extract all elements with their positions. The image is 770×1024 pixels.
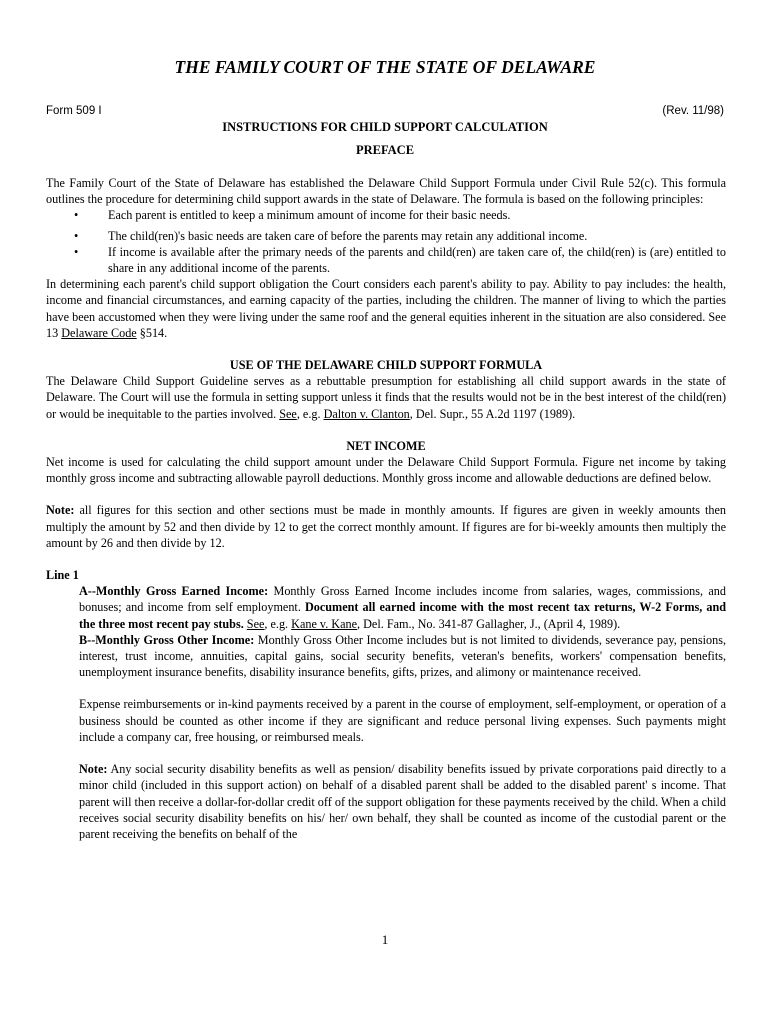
form-number: Form 509 I [46, 105, 102, 117]
note-label: Note: [46, 503, 75, 518]
revision-date: (Rev. 11/98) [662, 105, 724, 117]
line1-section [46, 583, 726, 842]
list-item: • Each parent is entitled to keep a minimum amount of income for their basic needs. [74, 208, 511, 223]
preface-closing: In determining each parent's child support obligation the Court considers each parent's ability to pay. Ability to pay includes: the health, income and financial circumstances, and earning capacity of the parties, including the children. The manner of living to which the parties have been accustomed when they were living under the same roof and the general equities inherent in the situation are also considered. See 13 Delaware Code §514. [46, 277, 726, 340]
use-formula-text: The Delaware Child Support Guideline serves as a rebuttable presumption for establishing all child support awards in the state of Delaware. The Court will use the formula in setting support unless it finds that the results would not be in the best interest of the child(ren) or would be inequitable to the parties involved. See, e.g. Dalton v. Clanton, Del. Supr., 55 A.2d 1197 (1989). [46, 374, 726, 421]
gross-earned-income: A--Monthly Gross Earned Income: Monthly Gross Earned Income includes income from salaries, wages, commissions, and bonuses; and income from self employment. Document all earned income with the most recent tax returns, W-2 Forms, and the three most recent pay stubs. See, e.g. Kane v. Kane, Del. Fam., No. 341-87 Gallagher, J., (April 4, 1989). [79, 584, 727, 631]
note-paragraph: Note: all figures for this section and other sections must be made in monthly amounts. If figures are given in weekly amounts then multiply the amount by 52 and then divide by 12 to get the correct monthly amount. If figures are for bi-weekly amounts then multiply the amount by 26 and then divide by 12. [46, 503, 726, 550]
use-formula-heading: USE OF THE DELAWARE CHILD SUPPORT FORMULA [229, 358, 543, 373]
delaware-code-ref: Delaware Code [61, 325, 137, 340]
court-title: THE FAMILY COURT OF THE STATE OF DELAWARE [174, 57, 596, 77]
bullet-icon: • [74, 244, 79, 259]
list-item: • If income is available after the primary needs of the parents and child(ren) are taken care of, the child(ren) is (are) entitled to share in any additional income of the parents. [74, 244, 726, 276]
bullet-icon: • [74, 208, 79, 223]
principles-list [46, 207, 726, 276]
gross-other-income: B--Monthly Gross Other Income: Monthly Gross Other Income includes but is not limited to dividends, severance pay, pensions, interest, trust income, annuities, capital gains, social security benefits, veteran's benefits, workers' compensation benefits, unemployment insurance benefits, disability insurance benefits, gifts, prizes, and alimony or maintenance received. [79, 632, 726, 680]
gross-other-label: B--Monthly Gross Other Income: [79, 632, 255, 647]
preface-heading: PREFACE [355, 143, 415, 157]
bullet-icon: • [74, 228, 79, 243]
see-ref: See [246, 616, 265, 631]
gross-earned-label: A--Monthly Gross Earned Income: [79, 584, 269, 599]
document-heading: INSTRUCTIONS FOR CHILD SUPPORT CALCULATION [222, 120, 548, 134]
document-body [46, 175, 726, 842]
disability-note: Note: Any social security disability benefits as well as pension/ disability benefits issued by private corporations paid directly to a minor child (included in this support action) on behalf of a disabled parent shall be added to the disabled parent' s income. That parent will then receive a dollar-for-dollar credit off of the support obligation for these payments received by the child. When a child receives social security disability benefits on his/ her/ own behalf, they shall be counted as income of the custodial parent or the parent receiving the benefits on behalf of the [79, 762, 726, 841]
line1-heading: Line 1 [46, 568, 79, 583]
case-citation: Dalton v. Clanton [323, 406, 410, 421]
page-number: 1 [381, 932, 389, 947]
note-label: Note: [79, 762, 108, 777]
net-income-heading: NET INCOME [346, 438, 426, 453]
document-instruction: Document all earned income with the most recent tax returns, W-2 Forms, and the three most recent pay stubs. [79, 600, 727, 631]
net-income-text: Net income is used for calculating the child support amount under the Delaware Child Support Formula. Figure net income by taking monthly gross income and subtracting allowable payroll deductions. Monthly gross income and allowable deductions are defined below. [46, 455, 726, 486]
expense-reimbursement-text: Expense reimbursements or in-kind payments received by a parent in the course of employment, self-employment, or operation of a business should be counted as other income if they are significant and reduce personal living expenses. Such payments might include a company car, free housing, or reimbursed meals. [79, 697, 726, 744]
case-citation: Kane v. Kane [291, 616, 358, 631]
list-item: • The child(ren)'s basic needs are taken care of before the parents may retain any additional income. [74, 228, 588, 243]
see-ref: See [279, 406, 297, 421]
preface-intro: The Family Court of the State of Delaware has established the Delaware Child Support Formula under Civil Rule 52(c). This formula outlines the procedure for determining child support awards in the state of Delaware. The formula is based on the following principles: [46, 176, 726, 207]
